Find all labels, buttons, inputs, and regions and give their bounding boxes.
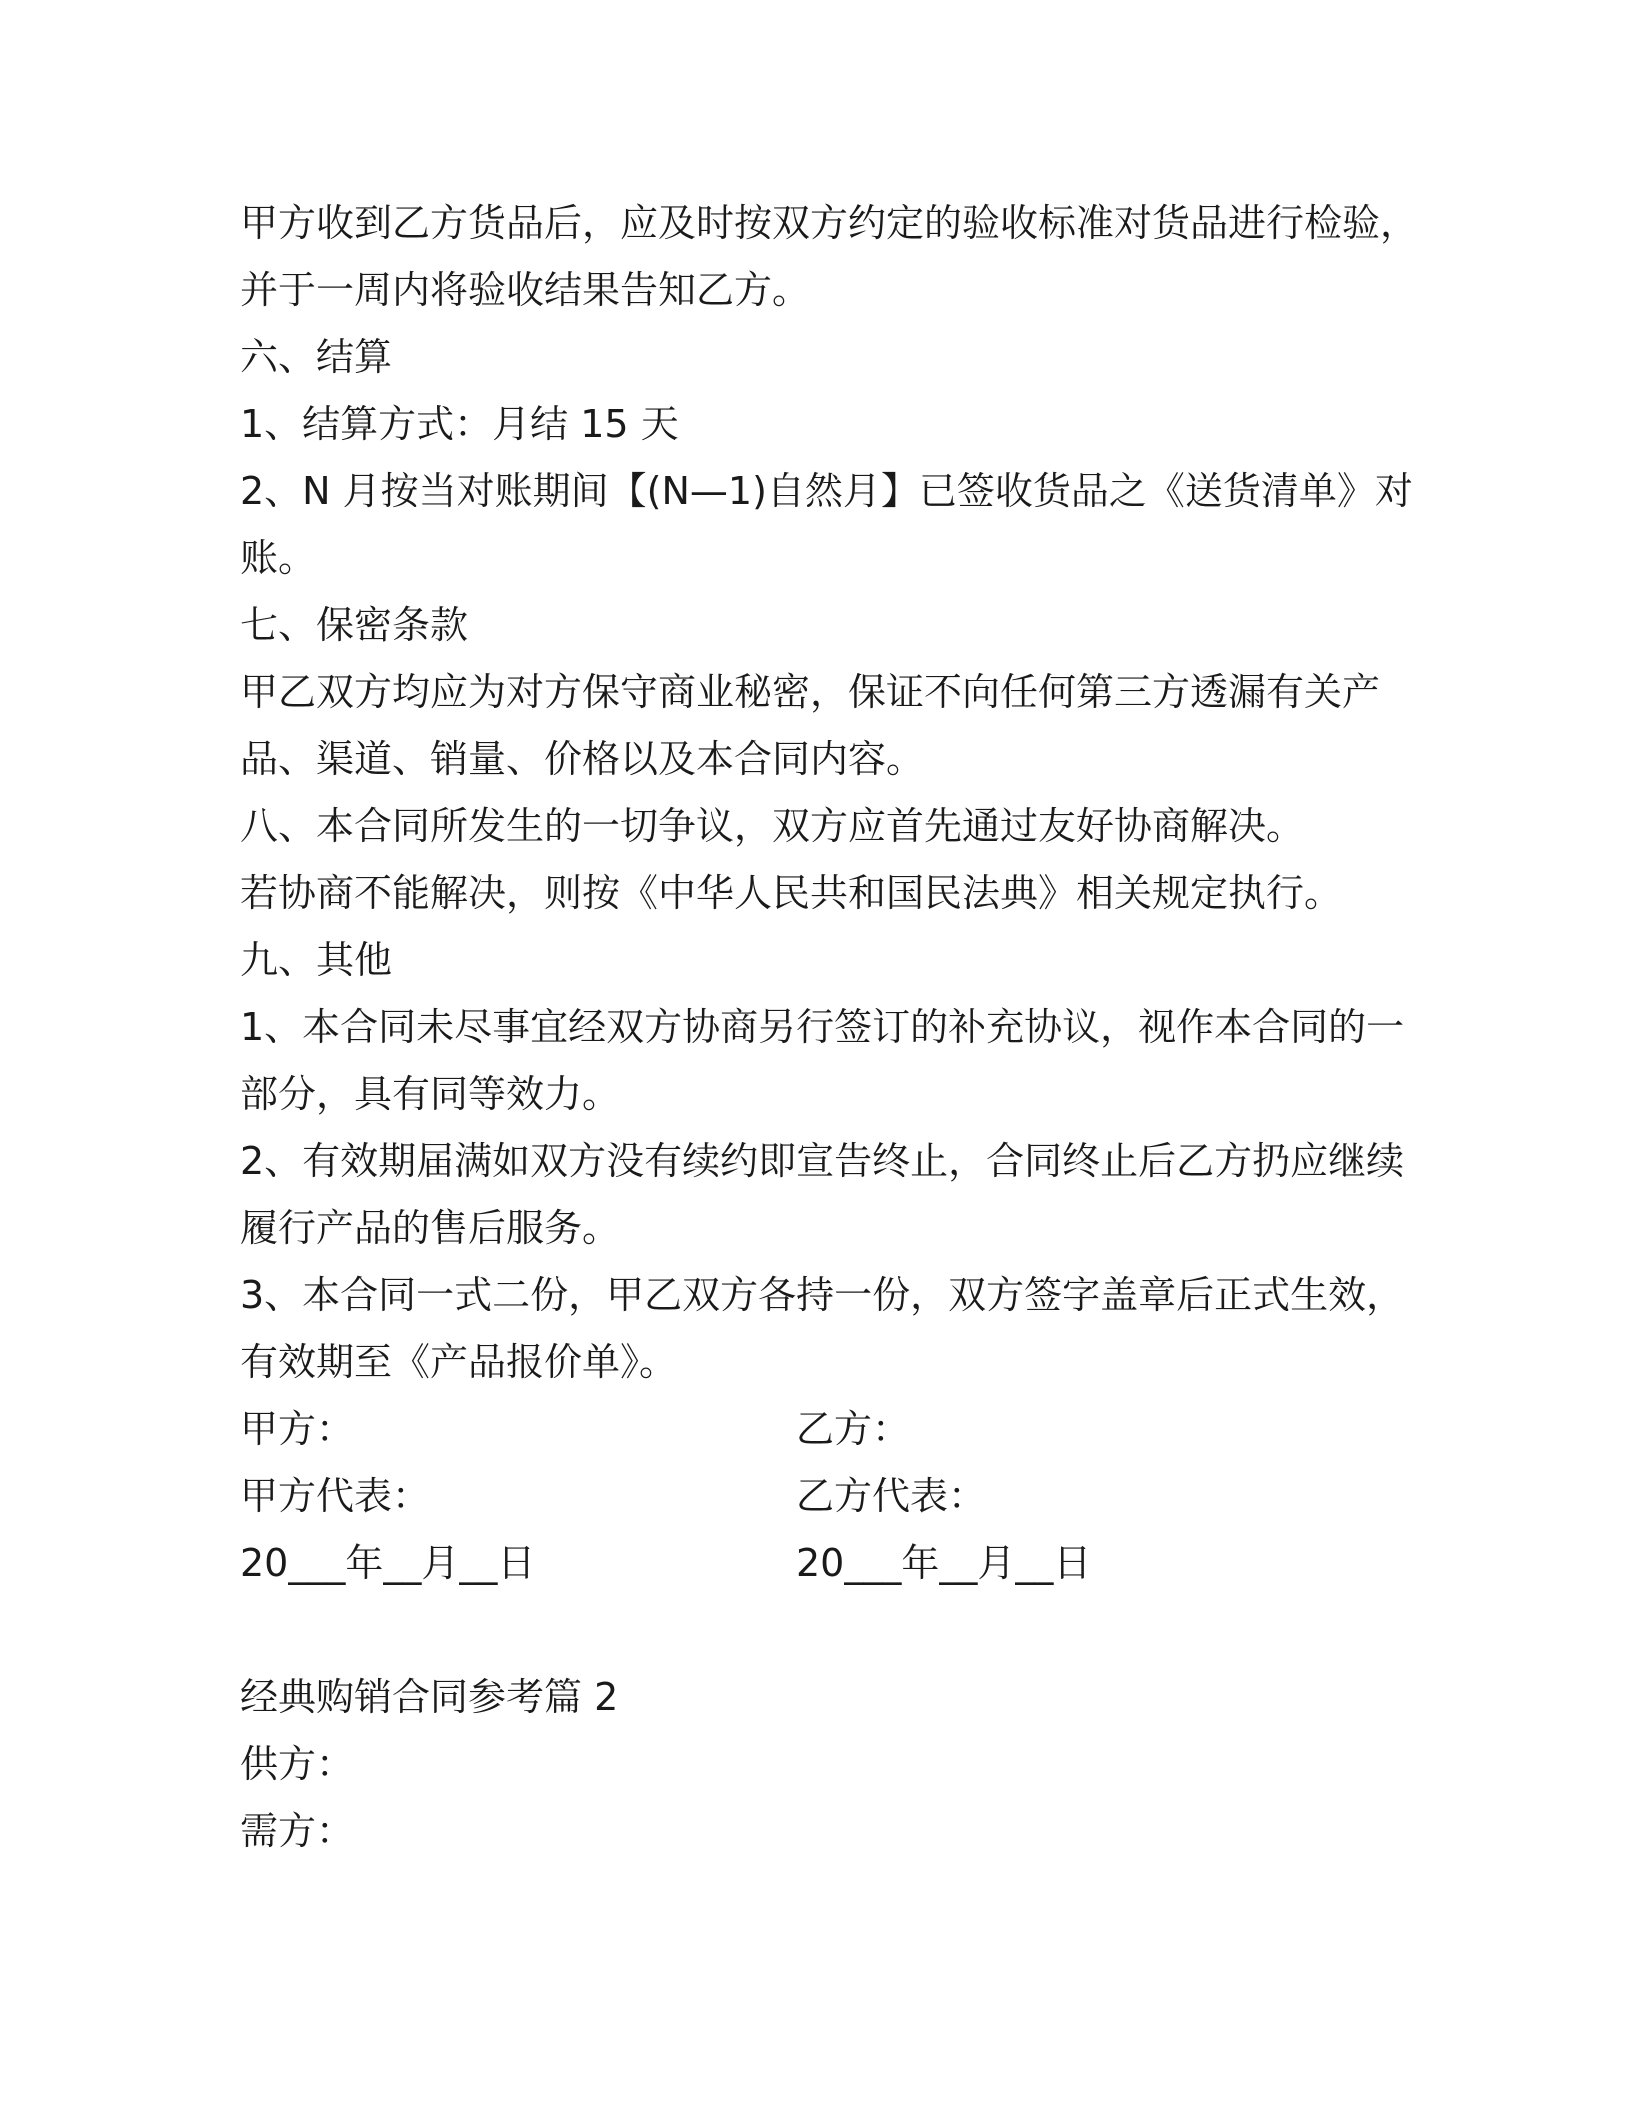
paragraph-line: 品、渠道、销量、价格以及本合同内容。 (240, 737, 925, 781)
paragraph-line: 甲方收到乙方货品后，应及时按双方约定的验收标准对货品进行检验， (240, 201, 1419, 245)
paragraph-line: 2、N 月按当对账期间【(N—1)自然月】已签收货品之《送货清单》对 (240, 469, 1413, 513)
party-a-label: 甲方： (240, 1407, 355, 1451)
section-heading-disputes: 八、本合同所发生的一切争议，双方应首先通过友好协商解决。 (240, 804, 1305, 848)
section-heading-other: 九、其他 (240, 938, 393, 982)
paragraph-line: 2、有效期届满如双方没有续约即宣告终止，合同终止后乙方扔应继续 (240, 1139, 1405, 1183)
paragraph-line: 履行产品的售后服务。 (240, 1206, 621, 1250)
party-a-representative-label: 甲方代表： (240, 1474, 431, 1518)
signature-row-date (240, 1530, 1400, 1597)
spacer (240, 1597, 1400, 1664)
paragraph-line: 并于一周内将验收结果告知乙方。 (240, 268, 811, 312)
party-b-date: 20___年__月__日 (796, 1541, 1092, 1585)
paragraph-line: 账。 (240, 536, 317, 580)
signature-row-representative (240, 1463, 1400, 1530)
party-a-date: 20___年__月__日 (240, 1541, 536, 1585)
supplier-label: 供方： (240, 1742, 355, 1786)
paragraph-line: 甲乙双方均应为对方保守商业秘密，保证不向任何第三方透漏有关产 (240, 670, 1381, 714)
party-b-label: 乙方： (796, 1407, 911, 1451)
signature-row-party (240, 1396, 1400, 1463)
contract-title: 经典购销合同参考篇 2 (240, 1675, 619, 1719)
section-heading-settlement: 六、结算 (240, 335, 393, 379)
buyer-label: 需方： (240, 1809, 355, 1853)
paragraph-line: 1、结算方式：月结 15 天 (240, 402, 679, 446)
paragraph-line: 若协商不能解决，则按《中华人民共和国民法典》相关规定执行。 (240, 871, 1343, 915)
party-b-representative-label: 乙方代表： (796, 1474, 987, 1518)
document-page (240, 190, 1419, 1865)
paragraph-line: 1、本合同未尽事宜经双方协商另行签订的补充协议，视作本合同的一 (240, 1005, 1405, 1049)
paragraph-line: 3、本合同一式二份，甲乙双方各持一份，双方签字盖章后正式生效， (240, 1273, 1405, 1317)
paragraph-line: 有效期至《产品报价单》。 (240, 1340, 678, 1384)
paragraph-line: 部分，具有同等效力。 (240, 1072, 621, 1116)
section-heading-confidentiality: 七、保密条款 (240, 603, 469, 647)
